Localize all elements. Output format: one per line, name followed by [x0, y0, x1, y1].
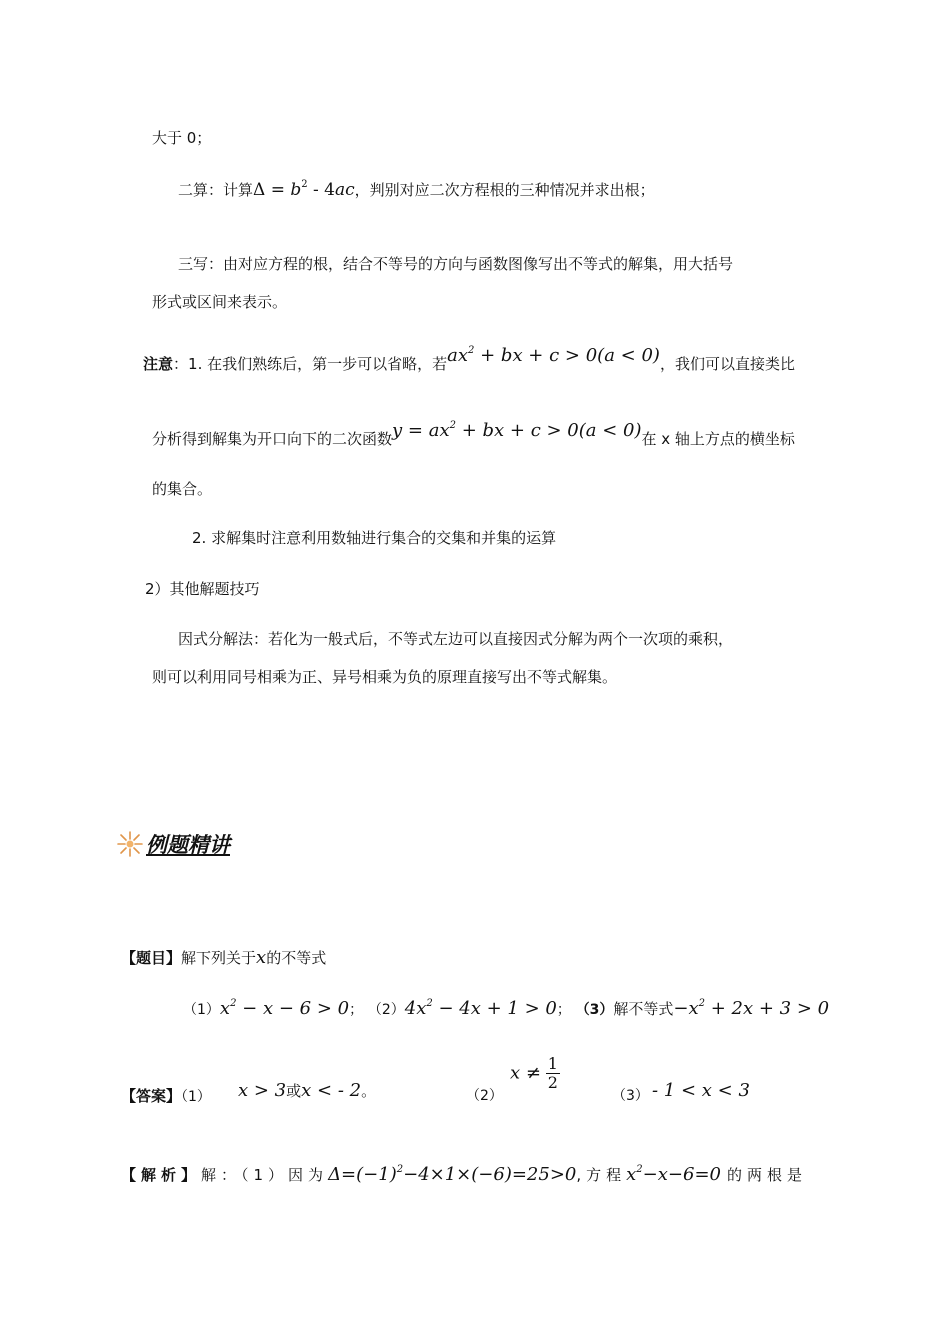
answer-1b: x < - 2: [301, 1080, 362, 1101]
question-statement: [121, 947, 326, 969]
analysis-line: [121, 1164, 807, 1186]
part-1-separator: ；: [349, 1002, 364, 1018]
answer-label: 【答案】: [121, 1087, 182, 1105]
note-inequality-1: $ax^2$ + bx + c > 0(a < 0): [447, 345, 660, 366]
answer-2: [510, 1055, 560, 1092]
analysis-text-3: 的两根是: [726, 1166, 807, 1184]
question-text-after: 的不等式: [266, 949, 327, 967]
answer-3-number: （3）: [612, 1088, 649, 1104]
step-two-suffix: ，判别对应二次方程根的三种情况并求出根；: [354, 181, 655, 199]
part-3-number: （3）: [575, 1002, 614, 1018]
note-line-1: [143, 345, 795, 375]
note-line-3: 的集合。: [152, 480, 213, 498]
part-3-text: 解不等式: [613, 1000, 674, 1018]
analysis-text-2: ,方程: [576, 1166, 627, 1184]
answer-1-number: （1）: [181, 1089, 211, 1105]
analysis-text-1: 解：（1）因为: [201, 1166, 329, 1184]
factor-method-line-1: 因式分解法：若化为一般式后，不等式左边可以直接因式分解为两个一次项的乘积，: [178, 630, 734, 648]
question-label: 【题目】: [121, 949, 182, 967]
part-1-number: （1）: [183, 1002, 220, 1018]
question-parts: [183, 998, 829, 1021]
discriminant-formula: $\Delta = b^2 - 4ac$: [253, 179, 355, 200]
answer-3: - 1 < x < 3: [652, 1080, 750, 1101]
part-1-inequality: $x^2 - x - 6 > 0$: [219, 998, 350, 1019]
analysis-discriminant: $\Delta=(-1)^2-4\times 1\times(-6)=25>0$: [328, 1164, 577, 1185]
answer-end: 。: [361, 1082, 377, 1100]
step-three-line-1: 三写：由对应方程的根，结合不等号的方向与函数图像写出不等式的解集，用大括号: [178, 255, 734, 273]
part-3-inequality: $-x^2 + 2x + 3 > 0$: [673, 998, 830, 1019]
note-label: 注意: [143, 355, 174, 373]
note-line-1-suffix: ，我们可以直接类比: [659, 355, 795, 373]
analysis-label: 【解析】: [121, 1166, 202, 1184]
answer-2-var: x ≠: [510, 1062, 541, 1084]
question-variable: x: [256, 947, 267, 968]
note-line-2-prefix: 分析得到解集为开口向下的二次函数: [152, 430, 393, 448]
factor-method-line-2: 则可以利用同号相乘为正、异号相乘为负的原理直接写出不等式解集。: [152, 668, 618, 686]
step-three-line-2: 形式或区间来表示。: [152, 293, 288, 311]
part-2-number: （2）: [367, 1002, 405, 1018]
part-2-separator: ；: [556, 1002, 571, 1018]
note-colon: ：: [173, 355, 189, 373]
step-two-prefix: 二算：计算: [178, 181, 254, 199]
analysis-equation: $x^2-x-6=0$: [626, 1164, 721, 1185]
fraction-denominator: 2: [547, 1073, 558, 1092]
answer-or: 或: [286, 1082, 302, 1100]
paragraph-continuation: 大于 0；: [152, 129, 212, 147]
fraction-numerator: 1: [547, 1054, 558, 1073]
note-inequality-2: $y = ax^2$ + bx + c > 0(a < 0): [392, 420, 642, 441]
heading-sparkle-icon: [115, 829, 145, 859]
step-two-paragraph: [178, 179, 655, 201]
answer-line: [121, 1085, 211, 1108]
answer-2-fraction: [546, 1055, 560, 1092]
answer-1: [238, 1080, 376, 1102]
note-line-2: [152, 420, 795, 450]
answer-1a: x > 3: [238, 1080, 287, 1101]
section-heading-examples: 例题精讲: [146, 833, 230, 857]
question-text-before: 解下列关于: [181, 949, 257, 967]
note-line-2-suffix: 在 x 轴上方点的横坐标: [641, 430, 795, 448]
answer-2-number: （2）: [466, 1088, 503, 1104]
note-line-1-prefix: 1. 在我们熟练后，第一步可以省略，若: [188, 355, 448, 373]
part-2-inequality: $4x^2 - 4x + 1 > 0$: [404, 998, 557, 1019]
section-other-techniques: 2）其他解题技巧: [145, 580, 260, 598]
note-item-2: 2. 求解集时注意利用数轴进行集合的交集和并集的运算: [192, 529, 557, 547]
